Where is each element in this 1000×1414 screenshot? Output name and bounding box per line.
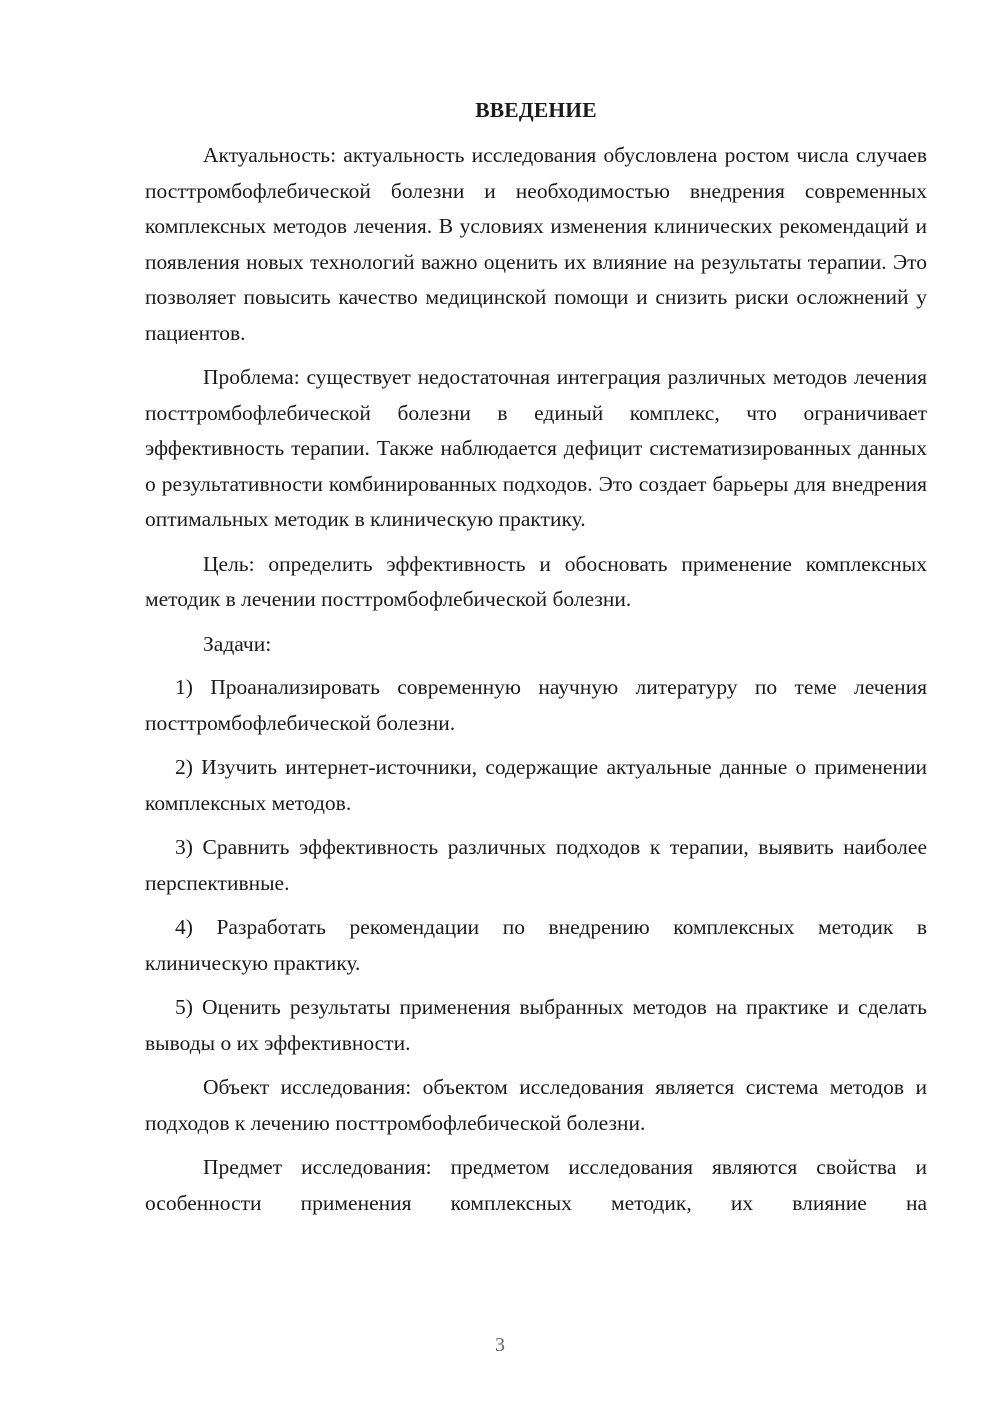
page-number: 3 xyxy=(495,1334,505,1356)
document-body xyxy=(145,96,927,1230)
task-item-3: 3) Сравнить эффективность различных подходов к терапии, выявить наиболее перспективные. xyxy=(145,835,927,895)
task-item-1: 1) Проанализировать современную научную литературу по теме лечения посттромбофлебической болезни. xyxy=(145,675,927,735)
goal-paragraph: Цель: определить эффективность и обосновать применение комплексных методик в лечении посттромбофлебической болезни. xyxy=(145,551,927,611)
object-paragraph: Объект исследования: объектом исследования является система методов и подходов к лечению посттромбофлебической болезни. xyxy=(145,1075,927,1135)
task-item-2: 2) Изучить интернет-источники, содержащие актуальные данные о применении комплексных методов. xyxy=(145,755,927,815)
section-heading: ВВЕДЕНИЕ xyxy=(475,98,597,122)
tasks-label: Задачи: xyxy=(203,631,272,656)
relevance-paragraph: Актуальность: актуальность исследования обусловлена ростом числа случаев посттромбофлебической болезни и необходимостью внедрения современных комплексных методов лечения. В условиях изменения клинических рекомендаций и появления новых технологий важно оценить их влияние на результаты терапии. Это позволяет повысить качество медицинской помощи и снизить риски осложнений у пациентов. xyxy=(145,143,927,345)
task-item-4: 4) Разработать рекомендации по внедрению комплексных методик в клиническую практику. xyxy=(145,915,927,975)
subject-paragraph: Предмет исследования: предметом исследования являются свойства и особенности применения комплексных методик, их влияние на xyxy=(145,1155,927,1215)
problem-paragraph: Проблема: существует недостаточная интеграция различных методов лечения посттромбофлебической болезни в единый комплекс, что ограничивает эффективность терапии. Также наблюдается дефицит систематизированных данных о результативности комбинированных подходов. Это создает барьеры для внедрения оптимальных методик в клиническую практику. xyxy=(145,365,927,531)
task-item-5: 5) Оценить результаты применения выбранных методов на практике и сделать выводы о их эффективности. xyxy=(145,995,927,1055)
